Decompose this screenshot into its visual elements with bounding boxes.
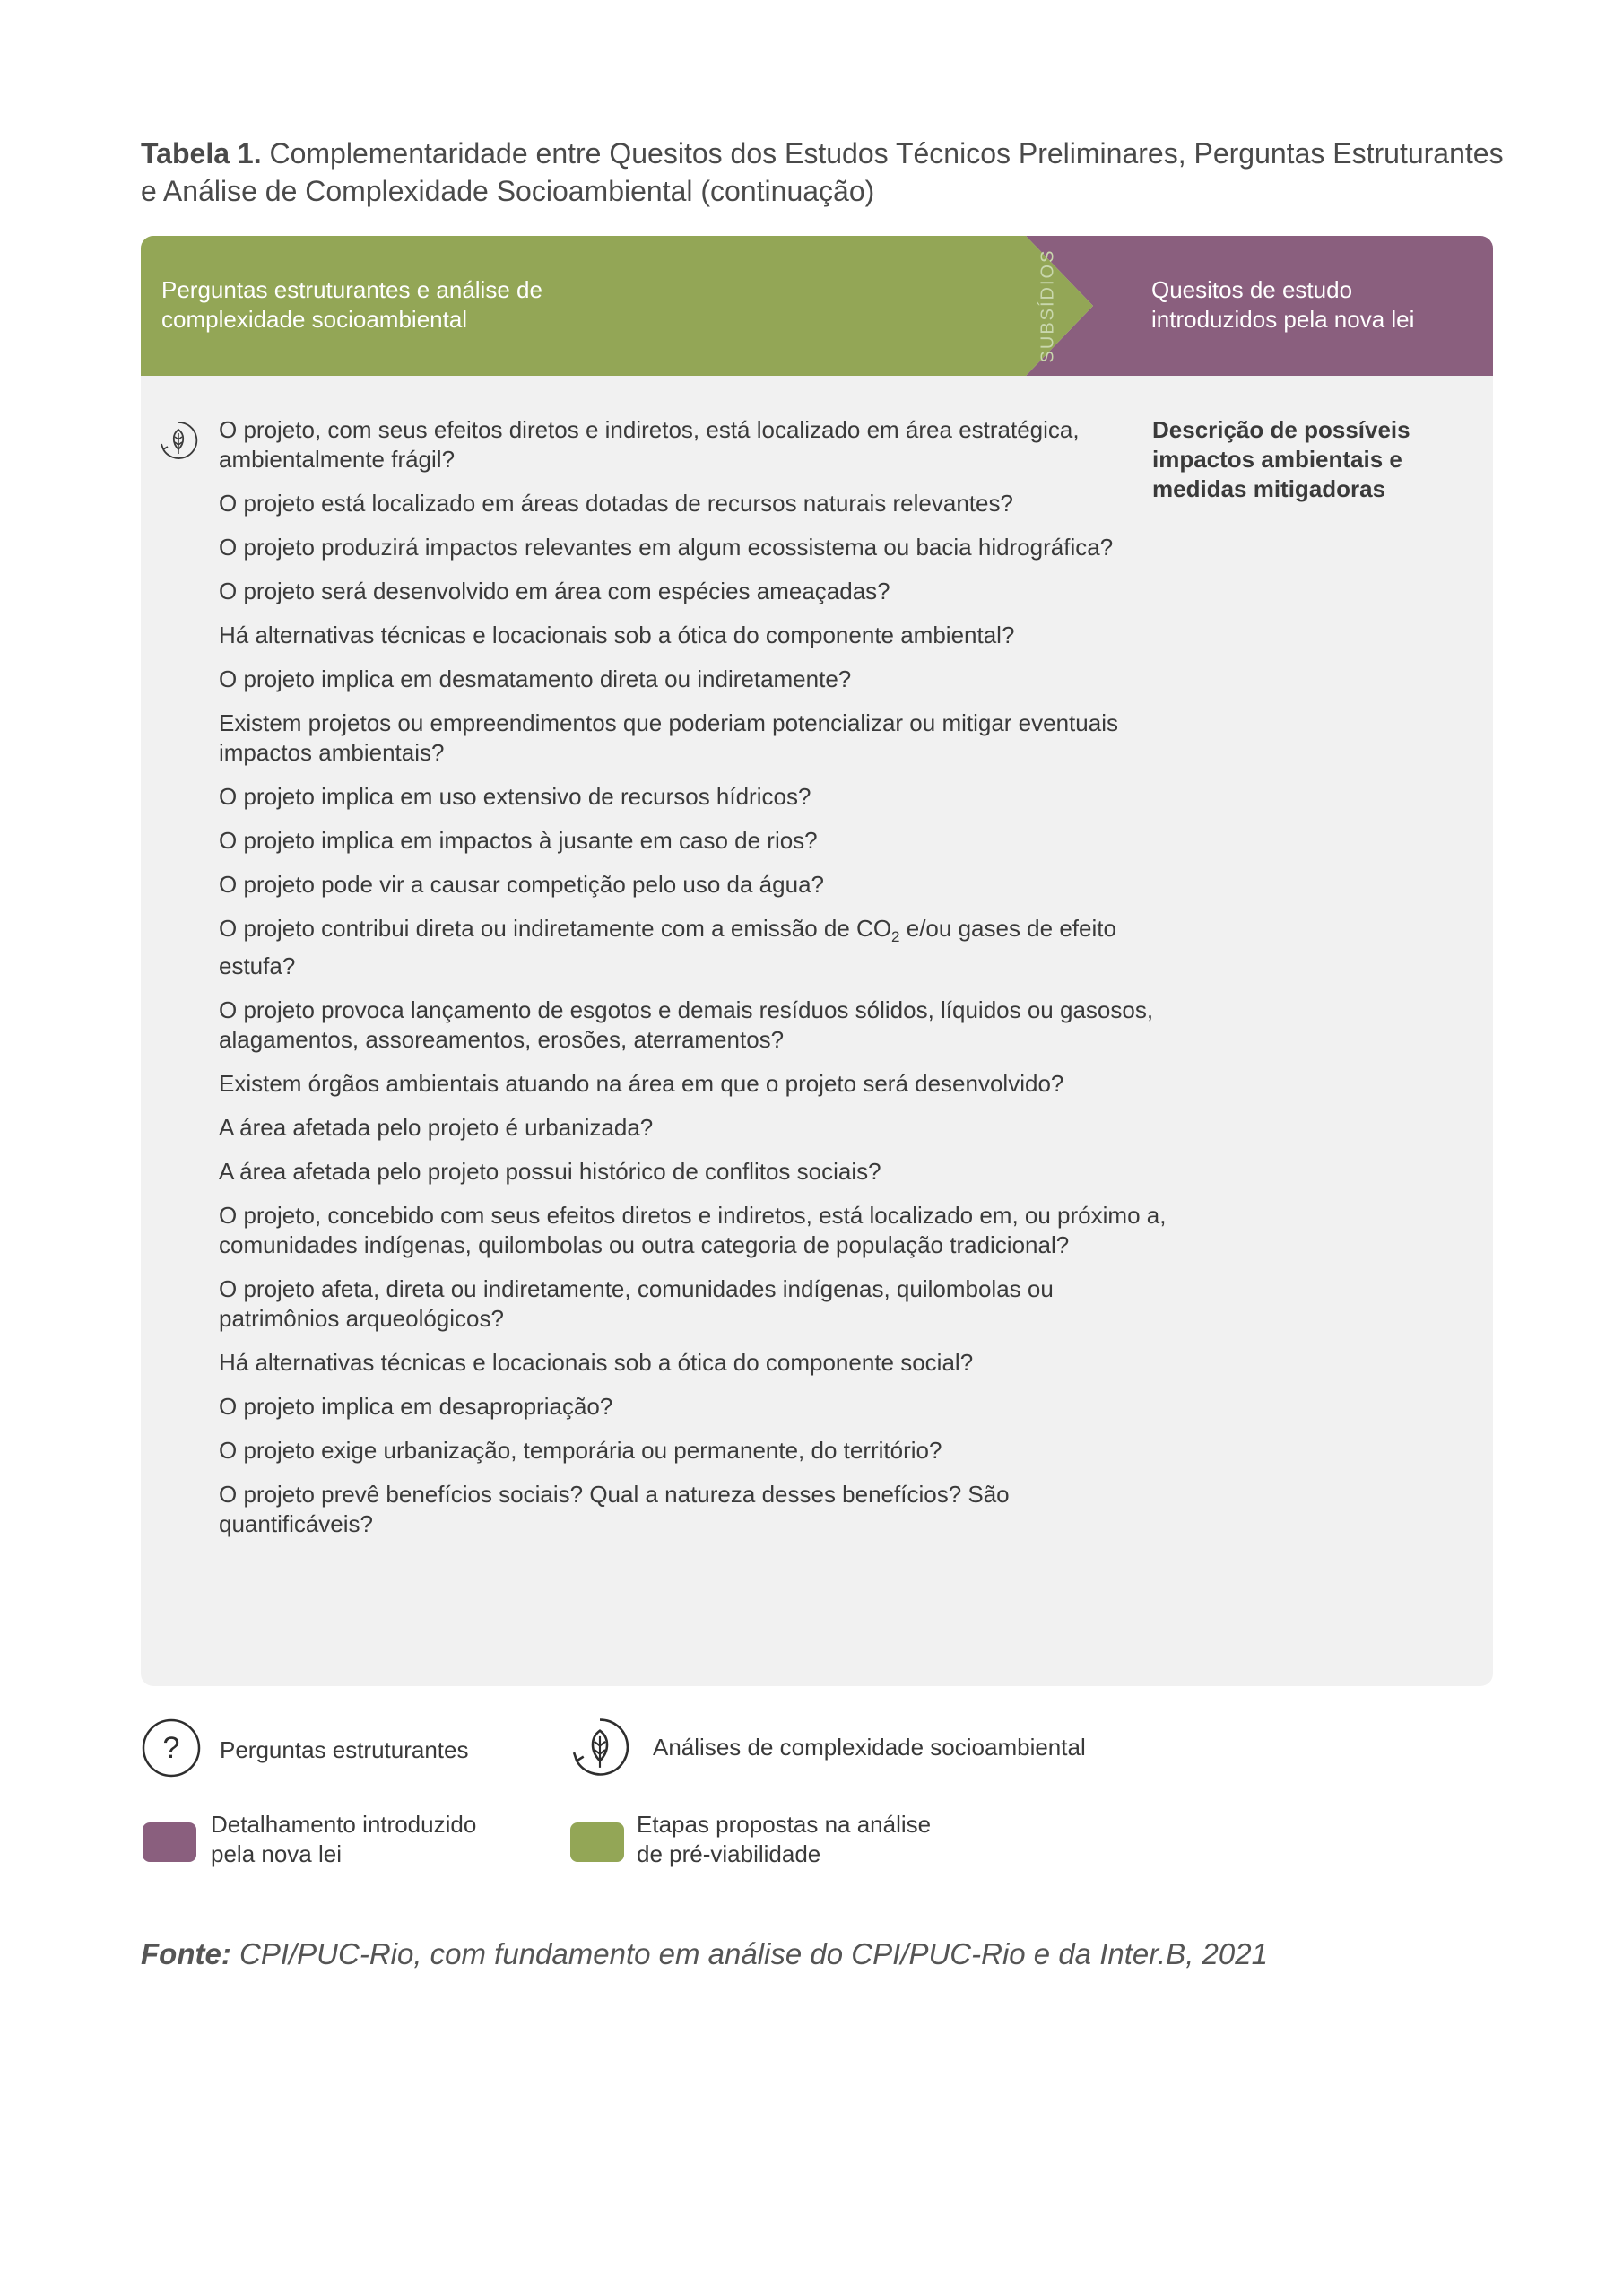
legend-question-icon xyxy=(141,1718,202,1783)
leaf-cycle-icon xyxy=(158,420,199,465)
header-right-label: Quesitos de estudo introduzidos pela nova lei xyxy=(1151,276,1415,333)
legend-questions-label: Perguntas estruturantes xyxy=(220,1736,469,1763)
list-item: O projeto, concebido com seus efeitos diretos e indiretos, está localizado em, ou próximo a, comunidades indígenas, quilombolas ou outra categoria de população tradicional? xyxy=(219,1202,1167,1258)
list-item: O projeto será desenvolvido em área com espécies ameaçadas? xyxy=(219,578,890,604)
list-item: O projeto, com seus efeitos diretos e indiretos, está localizado em área estratégica, ambientalmente frágil? xyxy=(219,416,1080,473)
list-item: A área afetada pelo projeto é urbanizada? xyxy=(219,1114,654,1141)
co2-text-before: O projeto contribui direta ou indiretamente com a emissão de CO xyxy=(219,915,892,942)
legend-purple-swatch xyxy=(143,1822,196,1862)
source-text: CPI/PUC-Rio, com fundamento em análise do CPI/PUC-Rio e da Inter.B, 2021 xyxy=(230,1937,1268,1970)
co2-text-after: e/ou gases de efeito estufa? xyxy=(219,915,1116,979)
co2-subscript: 2 xyxy=(891,928,900,945)
header-divider-label: SUBSÍDIOS xyxy=(1037,248,1058,363)
list-item xyxy=(219,914,1169,981)
list-item: O projeto afeta, direta ou indiretamente, comunidades indígenas, quilombolas ou patrimônios arqueológicos? xyxy=(219,1275,1054,1332)
table-panel xyxy=(141,236,1493,1686)
list-item: O projeto está localizado em áreas dotadas de recursos naturais relevantes? xyxy=(219,490,1013,517)
list-item: O projeto provoca lançamento de esgotos e demais resíduos sólidos, líquidos ou gasosos, alagamentos, assoreamentos, erosões, aterramentos? xyxy=(219,996,1154,1053)
legend-green-label: Etapas propostas na análise de pré-viabilidade xyxy=(637,1811,932,1867)
source-note xyxy=(141,1935,1268,1973)
list-item: O projeto implica em impactos à jusante em caso de rios? xyxy=(219,827,818,854)
questions-list xyxy=(219,415,1169,1553)
impact-description-requirement: Descrição de possíveis impactos ambientais e medidas mitigadoras xyxy=(1152,416,1410,502)
list-item: O projeto prevê benefícios sociais? Qual a natureza desses benefícios? São quantificáveis? xyxy=(219,1481,1010,1537)
source-label: Fonte: xyxy=(141,1937,231,1970)
header-left-label: Perguntas estruturantes e análise de complexidade socioambiental xyxy=(161,276,542,333)
list-item: O projeto implica em desapropriação? xyxy=(219,1393,613,1420)
legend-analysis-label: Análises de complexidade socioambiental xyxy=(653,1734,1086,1761)
list-item: O projeto produzirá impactos relevantes em algum ecossistema ou bacia hidrográfica? xyxy=(219,534,1114,561)
list-item: Existem projetos ou empreendimentos que poderiam potencializar ou mitigar eventuais impactos ambientais? xyxy=(219,709,1118,766)
list-item: A área afetada pelo projeto possui histórico de conflitos sociais? xyxy=(219,1158,881,1185)
list-item: O projeto implica em desmatamento direta ou indiretamente? xyxy=(219,665,852,692)
list-item: O projeto pode vir a causar competição pelo uso da água? xyxy=(219,871,824,898)
list-item: Há alternativas técnicas e locacionais sob a ótica do componente social? xyxy=(219,1349,974,1376)
table-caption xyxy=(141,135,1504,210)
list-item: O projeto implica em uso extensivo de recursos hídricos? xyxy=(219,783,812,810)
caption-text: Complementaridade entre Quesitos dos Estudos Técnicos Preliminares, Perguntas Estruturantes e Análise de Complexidade Socioambiental (continuação) xyxy=(141,137,1504,207)
legend-green-swatch xyxy=(570,1822,624,1862)
list-item: Há alternativas técnicas e locacionais sob a ótica do componente ambiental? xyxy=(219,622,1015,648)
legend-purple-label: Detalhamento introduzido pela nova lei xyxy=(211,1811,477,1867)
svg-text:?: ? xyxy=(162,1731,180,1765)
table-header xyxy=(141,236,1493,376)
caption-label: Tabela 1. xyxy=(141,137,262,170)
list-item: Existem órgãos ambientais atuando na área em que o projeto será desenvolvido? xyxy=(219,1070,1064,1097)
legend-leaf-cycle-icon xyxy=(568,1716,631,1783)
list-item: O projeto exige urbanização, temporária ou permanente, do território? xyxy=(219,1437,942,1464)
